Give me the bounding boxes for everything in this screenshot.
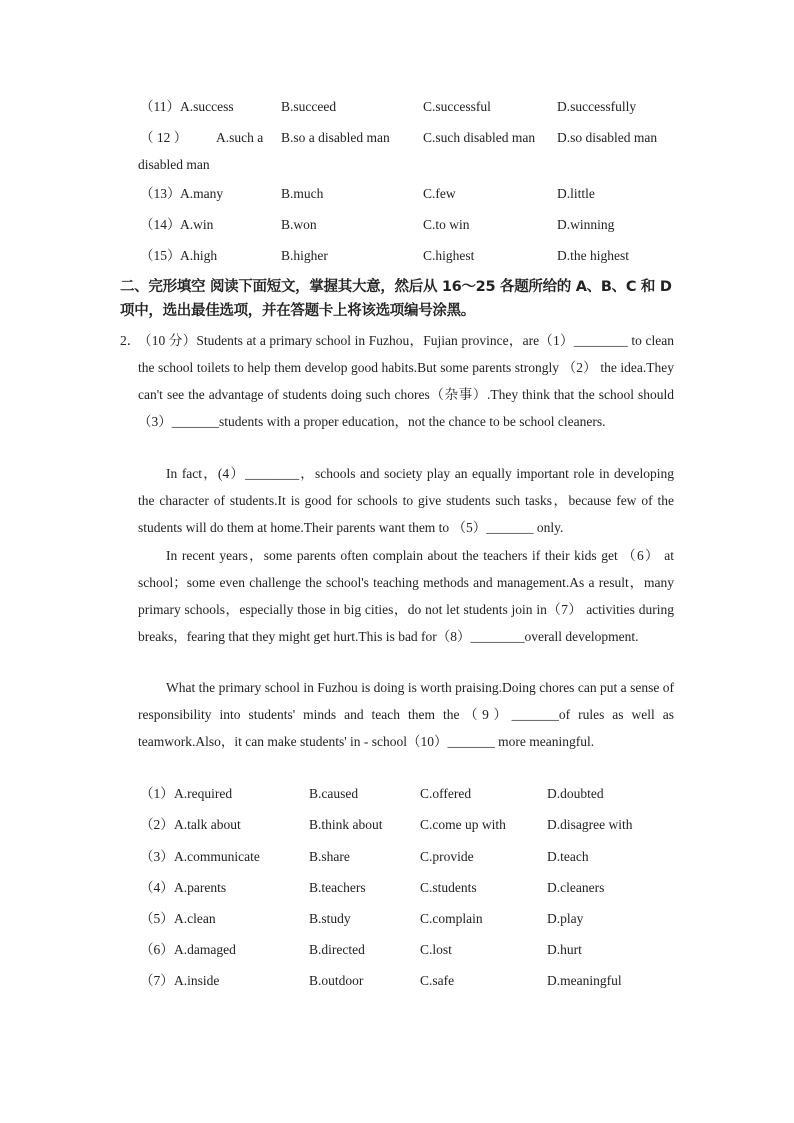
option-b: B.so a disabled man (281, 130, 390, 145)
option-d: D.play (547, 911, 584, 926)
option-d: D.cleaners (547, 880, 605, 895)
option-c: C.come up with (420, 817, 506, 832)
option-d: D.winning (557, 217, 615, 232)
option-a: A.required (174, 786, 233, 801)
option-number: （3） (140, 849, 174, 864)
option-b: B.share (309, 849, 350, 864)
option-b: B.higher (281, 248, 328, 263)
option-d: D.the highest (557, 248, 629, 263)
option-a: A.many (180, 186, 224, 201)
option-row-11 (0, 97, 794, 117)
option-row-2 (0, 815, 794, 835)
option-a: A.inside (174, 973, 220, 988)
option-number: （6） (140, 942, 174, 957)
option-row-5 (0, 909, 794, 929)
option-a: A.talk about (174, 817, 241, 832)
option-c: C.lost (420, 942, 452, 957)
option-number: （ 12 ） (140, 130, 188, 145)
option-number: （1） (140, 786, 174, 801)
section-heading: 二、完形填空 阅读下面短文，掌握其大意，然后从 16～25 各题所给的 A、B、C 和 D 项中，选出最佳选项，并在答题卡上将该选项编号涂黑。 (120, 279, 672, 319)
option-row-13 (0, 184, 794, 204)
option-number: （13） (140, 186, 181, 201)
option-b: B.study (309, 911, 351, 926)
option-number: （2） (140, 817, 174, 832)
option-a: A.such a (216, 130, 264, 145)
option-d: D.successfully (557, 99, 637, 114)
option-b: B.outdoor (309, 973, 364, 988)
option-a: A.parents (174, 880, 227, 895)
option-b: B.much (281, 186, 324, 201)
option-b: B.succeed (281, 99, 337, 114)
option-a: A.communicate (174, 849, 260, 864)
option-number: （5） (140, 911, 174, 926)
passage-paragraph-1: （10 分）Students at a primary school in Fuzhou，Fujian province，are（1）________ to clean the school toilets to help them develop good habits.But some parents strongly （2） the idea.They can't see the advantage of students doing such chores（杂事）.They think that the school should（3）_______students with a proper education，not the chance to be school cleaners. (138, 333, 674, 429)
option-a: A.high (180, 248, 218, 263)
option-row-3 (0, 847, 794, 867)
option-b: B.think about (309, 817, 383, 832)
option-a: A.success (180, 99, 234, 114)
option-a: A.damaged (174, 942, 236, 957)
option-number: （14） (140, 217, 181, 232)
option-d: D.disagree with (547, 817, 633, 832)
option-number: （4） (140, 880, 174, 895)
option-number: （15） (140, 248, 181, 263)
option-row-15 (0, 246, 794, 266)
option-d: D.meaningful (547, 973, 622, 988)
option-row-6 (0, 940, 794, 960)
option-c: C.highest (423, 248, 475, 263)
question-number: 2． (120, 333, 141, 348)
option-row-7 (0, 971, 794, 991)
option-row-4 (0, 878, 794, 898)
option-row-1 (0, 784, 794, 804)
option-number: （11） (140, 99, 180, 114)
option-b: B.directed (309, 942, 365, 957)
passage-paragraph-4: What the primary school in Fuzhou is doing is worth praising.Doing chores can put a sense of responsibility into students' minds and teach them the（9）_______of rules as well as teamwork.Also，it can make students' in - school（10）_______ more meaningful. (138, 680, 674, 749)
option-b: B.teachers (309, 880, 366, 895)
passage-paragraph-3: In recent years，some parents often complain about the teachers if their kids get （6） at school；some even challenge the school's teaching methods and management.As a result，many primary schools，especially those in big cities，do not let students join in（7） activities during breaks，fearing that they might get hurt.This is bad for（8）________overall development. (138, 548, 674, 644)
option-row-12 (0, 128, 794, 148)
option-d: D.teach (547, 849, 589, 864)
option-c: C.provide (420, 849, 474, 864)
option-12-continuation: disabled man (138, 157, 210, 172)
option-c: C.complain (420, 911, 483, 926)
option-a: A.clean (174, 911, 216, 926)
option-b: B.won (281, 217, 317, 232)
option-d: D.little (557, 186, 595, 201)
option-b: B.caused (309, 786, 359, 801)
option-c: C.offered (420, 786, 472, 801)
option-c: C.students (420, 880, 477, 895)
option-d: D.hurt (547, 942, 582, 957)
option-d: D.so disabled man (557, 130, 658, 145)
option-number: （7） (140, 973, 174, 988)
option-c: C.to win (423, 217, 470, 232)
option-c: C.safe (420, 973, 455, 988)
option-a: A.win (180, 217, 214, 232)
option-row-14 (0, 215, 794, 235)
option-d: D.doubted (547, 786, 604, 801)
passage-paragraph-2: In fact，(4）________，schools and society play an equally important role in developing the character of students.It is good for schools to give students such tasks，because few of the students will do them at home.Their parents want them to （5）_______ only. (138, 466, 674, 535)
option-c: C.few (423, 186, 456, 201)
option-c: C.such disabled man (423, 130, 536, 145)
option-c: C.successful (423, 99, 491, 114)
